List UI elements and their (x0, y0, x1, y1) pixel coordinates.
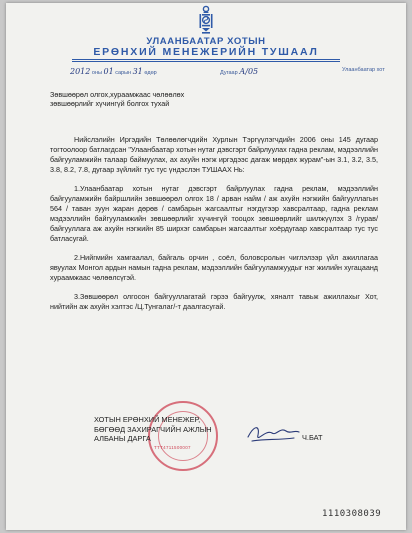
subject-line: Зөвшөөрөл олгох,хураамжаас чөлөөлөх (50, 90, 185, 99)
date-month-suffix: сарын (115, 70, 132, 76)
document-subject (50, 90, 250, 108)
city-label: Улаанбаатар хот (342, 67, 385, 73)
signatory-title-line: ХОТЫН ЕРӨНХИЙ МЕНЕЖЕР, (94, 415, 201, 424)
date-year-suffix: оны (91, 70, 102, 76)
order-number-label: Дугаар (220, 70, 238, 76)
document-body (50, 135, 378, 321)
date-line (70, 67, 157, 76)
date-month: 01 (103, 67, 114, 76)
signatory-name: Ч.БАТ (302, 433, 323, 442)
header-order-title: ЕРӨНХИЙ МЕНЕЖЕРИЙН ТУШААЛ (93, 46, 319, 58)
header-rule (72, 59, 340, 60)
order-number-value: А/05 (239, 67, 259, 76)
handwritten-signature (244, 421, 302, 447)
header-rule (72, 61, 340, 62)
date-day: 31 (132, 67, 143, 76)
document-serial-number: 1110308039 (322, 509, 382, 519)
signatory-title-line: БӨГӨӨД ЗАХИРАГЧИЙН АЖЛЫН (94, 424, 212, 434)
date-year: 2012 (70, 67, 91, 76)
body-paragraph: 3.Зөвшөөрөл олгосон байгууллагатай гэрээ байгуулж, хяналт тавьж ажиллахыг Хот, нийтийн аж ахуйн хэлтэс /Ц.Тунгалаг/-т даалгасугай. (50, 292, 378, 311)
order-number (220, 67, 258, 76)
signatory-title-line: АЛБАНЫ ДАРГА (94, 434, 151, 443)
body-paragraph: Нийслэлийн Иргэдийн Төлөөлөгчдийн Хурлын Тэргүүлэгчдийн 2006 оны 145 дугаар тогтоолоор батлагдсан "Улаанбаатар хотын нутаг дэвсгэрт байрлуулах гадна реклам, мэдээллийн байгууламжийн талаар баймуулах, ах ахуйн нэгж иргэдээс дагаж мөрдөх журам"-ын 3.1, 3.2, 3.5, 3.8, 8.2, 7.8, дугаар зүйлийг тус тус үндэслэн ТУШААХ Нь: (50, 135, 378, 174)
body-paragraph: 2.Нийгмийн хамгаалал, байгаль орчин , соёл, боловсролын чиглэлээр үйл ажиллагаа явуулах Монгол ардын намын гадна реклам, мэдээллийн байгууламжуудыг нэг жилийн хугацаанд хураамжаас чөлөөлсүгэй. (50, 253, 378, 282)
date-day-suffix: өдөр (144, 70, 157, 76)
document-page (6, 3, 406, 530)
body-paragraph: 1.Улаанбаатар хотын нутаг дэвсгэрт байрлуулах гадна реклам, мэдээллийн байгууламжийн байршлийн зөвшөөрөл олгох 18 / арван найм / аж ахуйн нэгжийн байгууллагын 564 / таван зуун жаран дөрөв / самбарын жагсаалтыг нэгдүгээр хавсралтаар, гадна реклам мэдээллийн байгууламжийн зөвшөөрлийг хүчингүй тооцох зөвшөөрлийг шилжүүлэх 3 /гурав/ байгууллага аж ахуйн нэгжийн 85 ширхэг самбарын жагсаалтыг хоёрдугаар хавсралтаар тус тус батласугай. (50, 184, 378, 243)
stamp-code: ТТТ4711500007 (154, 445, 191, 450)
subject-line: зөвшөөрлийг хүчингүй болгох тухай (50, 99, 170, 108)
header-city-title: УЛААНБААТАР ХОТЫН (146, 36, 266, 47)
signatory-title (94, 415, 254, 444)
soyombo-emblem-icon (191, 5, 221, 35)
